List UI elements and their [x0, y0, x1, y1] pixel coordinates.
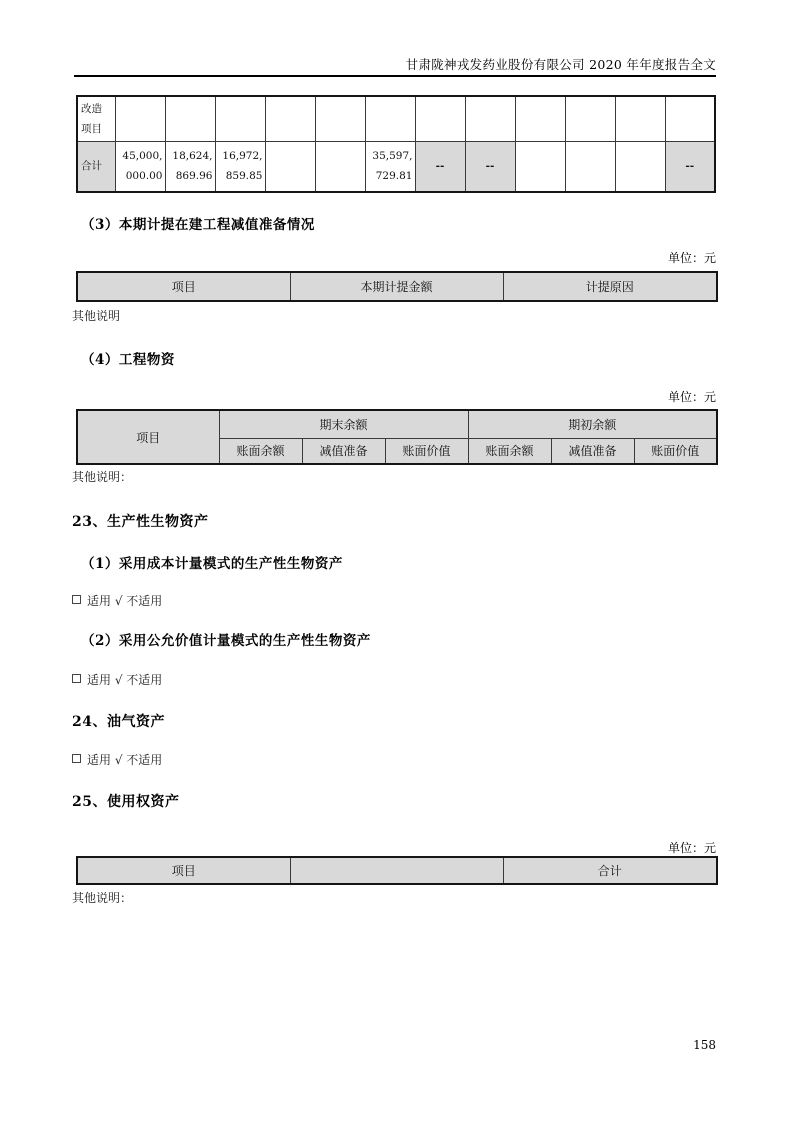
applicability-text: 适用 √ 不适用 — [87, 673, 163, 687]
table-cell — [515, 96, 565, 142]
total-value-cell — [615, 142, 665, 192]
right-of-use-assets-table — [76, 856, 718, 885]
applicability-line — [72, 751, 162, 768]
subheader-book-value: 账面价值 — [385, 438, 468, 464]
total-value-cell — [315, 142, 365, 192]
section-heading-materials: （4）工程物资 — [81, 352, 175, 368]
column-header-amount: 本期计提金额 — [290, 272, 503, 301]
table-row-total — [77, 142, 715, 192]
total-value-cell: 16,972,859.85 — [215, 142, 265, 192]
header-divider — [74, 75, 716, 77]
checkbox-icon — [72, 754, 81, 763]
checkbox-icon — [72, 674, 81, 683]
engineering-materials-table — [76, 409, 718, 465]
row-label-cell: 改造项目 — [77, 96, 115, 142]
total-dash-cell: -- — [465, 142, 515, 192]
report-header-title: 甘肃陇神戎发药业股份有限公司 2020 年年度报告全文 — [405, 57, 716, 72]
unit-label: 单位：元 — [667, 841, 716, 855]
column-header-item: 项目 — [77, 410, 219, 464]
table-header-row — [77, 857, 717, 884]
total-dash-cell: -- — [665, 142, 715, 192]
subsection-heading-fair-value-model: （2）采用公允价值计量模式的生产性生物资产 — [81, 633, 371, 649]
table-cell — [315, 96, 365, 142]
table-cell — [215, 96, 265, 142]
table-cell — [665, 96, 715, 142]
unit-label: 单位：元 — [667, 251, 716, 265]
group-header-beginning-balance: 期初余额 — [468, 410, 717, 438]
applicability-text: 适用 √ 不适用 — [87, 594, 163, 608]
page-number: 158 — [693, 1038, 716, 1052]
table-cell — [465, 96, 515, 142]
subheader-book-balance: 账面余额 — [468, 438, 551, 464]
total-value-cell: 35,597,729.81 — [365, 142, 415, 192]
table-header-row — [77, 272, 717, 301]
other-note: 其他说明： — [72, 470, 133, 484]
total-label-cell: 合计 — [77, 142, 115, 192]
checkbox-icon — [72, 595, 81, 604]
subheader-impairment-provision: 减值准备 — [551, 438, 634, 464]
applicability-line — [72, 592, 162, 609]
subheader-book-balance: 账面余额 — [219, 438, 302, 464]
unit-label: 单位：元 — [667, 390, 716, 404]
table-cell — [265, 96, 315, 142]
applicability-line — [72, 671, 162, 688]
total-value-cell — [515, 142, 565, 192]
section-heading-impairment: （3）本期计提在建工程减值准备情况 — [81, 217, 315, 233]
table-cell — [115, 96, 165, 142]
section-heading-oil-gas: 24、油气资产 — [72, 714, 165, 730]
subheader-impairment-provision: 减值准备 — [302, 438, 385, 464]
group-header-ending-balance: 期末余额 — [219, 410, 468, 438]
subsection-heading-cost-model: （1）采用成本计量模式的生产性生物资产 — [81, 556, 343, 572]
column-header-empty — [290, 857, 503, 884]
table-group-header-row — [77, 410, 717, 438]
column-header-item: 项目 — [77, 272, 290, 301]
table-row — [77, 96, 715, 142]
applicability-text: 适用 √ 不适用 — [87, 753, 163, 767]
table-cell — [615, 96, 665, 142]
table-cell — [365, 96, 415, 142]
subheader-book-value: 账面价值 — [634, 438, 717, 464]
other-note: 其他说明： — [72, 891, 133, 905]
table-cell — [415, 96, 465, 142]
total-value-cell: 18,624,869.96 — [165, 142, 215, 192]
construction-in-progress-table — [76, 95, 716, 193]
column-header-reason: 计提原因 — [503, 272, 717, 301]
section-heading-right-of-use: 25、使用权资产 — [72, 794, 180, 810]
other-note: 其他说明 — [72, 309, 121, 323]
total-dash-cell: -- — [415, 142, 465, 192]
column-header-total: 合计 — [503, 857, 717, 884]
section-heading-bio-assets: 23、生产性生物资产 — [72, 514, 209, 530]
total-value-cell — [265, 142, 315, 192]
table-cell — [165, 96, 215, 142]
impairment-provision-table — [76, 271, 718, 302]
total-value-cell — [565, 142, 615, 192]
column-header-item: 项目 — [77, 857, 290, 884]
total-value-cell: 45,000,000.00 — [115, 142, 165, 192]
table-cell — [565, 96, 615, 142]
